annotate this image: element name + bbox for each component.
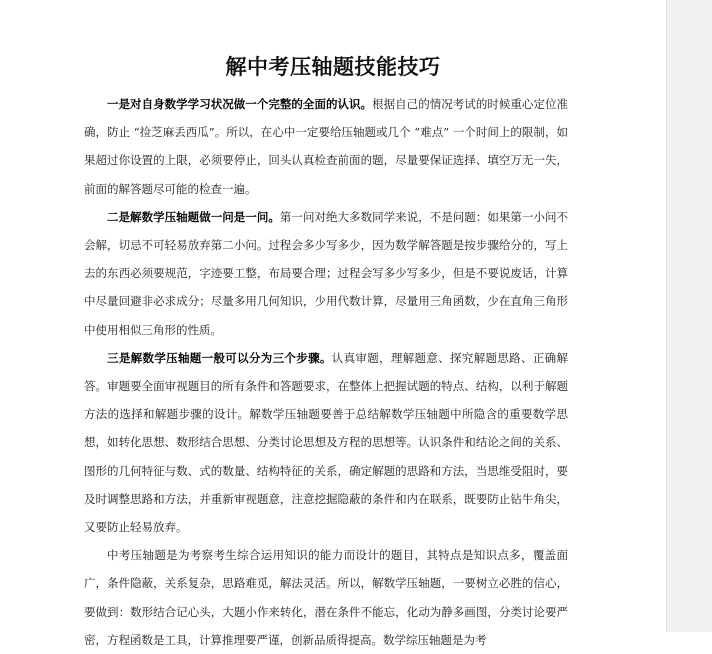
paragraph-2-lead: 二是解数学压轴题做一问是一问。 [107,209,280,224]
paragraph-2-text: 第一问对绝大多数同学来说，不是问题：如果第一小问不会解，切忌不可轻易放弃第二小问。过程会多少写多少，因为数学解答题是按步骤给分的，写上去的东西必须要规范，字迹要工整，布局要合理；过程会写多少写多少，但是不要说废话，计算中尽量回避非必求成分；尽量多用几何知识，少用代数计算，尽量用三角函数，少在直角三角形中使用相似三角形的性质。 [84,209,569,337]
viewer-gutter[interactable] [666,0,712,632]
page-title: 解中考压轴题技能技巧 [225,54,441,79]
paragraph-2 [84,203,568,344]
paragraph-1-lead: 一是对自身数学学习状况做一个完整的全面的认识。 [107,97,373,111]
paragraph-1 [84,90,568,203]
paragraph-3-lead: 三是解数学压轴题一般可以分为三个步骤。 [107,350,332,365]
paragraph-1-text: 根据自己的情况考试的时候重心定位准确，防止 “捡芝麻丢西瓜”。所以，在心中一定要给压轴题或几个 “难点” 一个时间上的限制，如果超过你设置的上限，必须要停止，回头认真检查前面的题，尽量要保证选择、填空万无一失，前面的解答题尽可能的检查一遍。 [84,97,569,196]
document-body [84,90,568,654]
paragraph-4 [84,541,568,654]
paragraph-3 [84,344,568,541]
paragraph-3-text: 认真审题，理解题意、探究解题思路、正确解答。审题要全面审视题目的所有条件和答题要求，在整体上把握试题的特点、结构，以利于解题方法的选择和解题步骤的设计。解数学压轴题要善于总结解数学压轴题中所隐含的重要数学思想，如转化思想、数形结合思想、分类讨论思想及方程的思想等。认识条件和结论之间的关系、图形的几何特征与数、式的数量、结构特征的关系，确定解题的思路和方法，当思维受阻时，要及时调整思路和方法，并重新审视题意，注意挖掘隐蔽的条件和内在联系，既要防止钻牛角尖，又要防止轻易放弃。 [84,350,568,535]
paragraph-4-text: 中考压轴题是为考察考生综合运用知识的能力而设计的题目，其特点是知识点多，覆盖面广，条件隐蔽，关系复杂，思路难觅，解法灵活。所以，解数学压轴题，一要树立必胜的信心，要做到：数形结合记心头，大题小作来转化，潜在条件不能忘，化动为静多画图，分类讨论要严密，方程函数是工具，计算推理要严谨，创新品质得提高。数学综压轴题是为考 [84,548,568,647]
